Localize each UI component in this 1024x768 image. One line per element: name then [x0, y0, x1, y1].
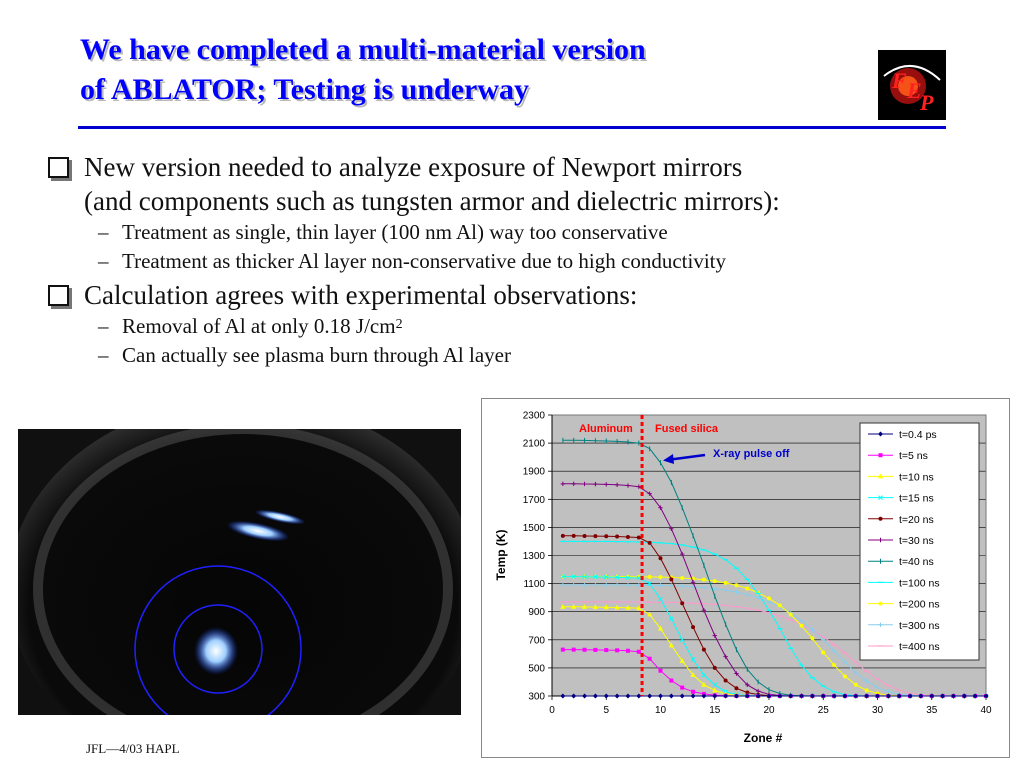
footer-text: JFL—4/03 HAPL — [86, 741, 180, 756]
data-point — [702, 578, 706, 582]
bullet-1-sub-1 — [42, 218, 1002, 247]
data-point — [669, 577, 673, 581]
data-point — [680, 601, 684, 605]
bullet-2-sub-1 — [42, 312, 1002, 341]
data-point — [593, 534, 597, 538]
data-point — [659, 669, 663, 673]
x-tick-label: 0 — [549, 705, 555, 716]
bullet-2 — [42, 278, 1002, 312]
data-point — [724, 581, 728, 585]
data-point — [691, 690, 695, 694]
x-tick-label: 35 — [926, 705, 938, 716]
data-point — [604, 534, 608, 538]
data-point — [648, 575, 652, 579]
bullet-list — [42, 150, 1002, 370]
legend-label: t=300 ns — [899, 619, 940, 632]
bullet-1-sub-2 — [42, 247, 1002, 276]
aluminum-region-label: Aluminum — [579, 423, 633, 435]
bullet-1 — [42, 150, 1002, 218]
svg-text:F: F — [892, 68, 907, 93]
legend-marker — [879, 602, 883, 606]
data-point — [583, 648, 587, 652]
y-tick-label: 1900 — [522, 466, 545, 478]
mirror-photo — [18, 429, 461, 715]
data-point — [680, 576, 684, 580]
bullet-1-line-2: (and components such as tungsten armor and dielectric mirrors): — [84, 186, 780, 216]
bullet-2-sub-1-text: Removal of Al at only 0.18 J/cm — [122, 314, 396, 338]
data-point — [778, 603, 782, 607]
data-point — [810, 636, 814, 640]
y-tick-label: 1500 — [522, 522, 545, 534]
xray-pulse-off-label: X-ray pulse off — [713, 448, 790, 460]
legend-label: t=10 ns — [899, 471, 934, 484]
x-tick-label: 15 — [709, 705, 721, 716]
data-point — [593, 648, 597, 652]
data-point — [713, 666, 717, 670]
x-tick-label: 30 — [871, 705, 884, 716]
y-tick-label: 900 — [528, 607, 545, 619]
y-tick-label: 2100 — [522, 438, 545, 450]
bullet-1-sub-2-text: Treatment as thicker Al layer non-conservative due to high conductivity — [122, 249, 726, 273]
legend-label: t=40 ns — [899, 556, 934, 569]
legend-label: t=400 ns — [899, 641, 940, 653]
data-point — [821, 650, 825, 654]
data-point — [572, 534, 576, 538]
dash-bullet-icon: – — [98, 249, 109, 273]
data-point — [659, 556, 663, 560]
y-tick-label: 2300 — [522, 410, 545, 422]
chart-legend — [860, 423, 979, 660]
legend-label: t=0.4 ps — [899, 429, 937, 441]
data-point — [702, 648, 706, 652]
y-axis-title: Temp (K) — [494, 529, 508, 581]
bullet-2-line-1: Calculation agrees with experimental observations: — [84, 280, 638, 310]
data-point — [626, 535, 630, 539]
x-axis-title: Zone # — [743, 731, 783, 745]
y-tick-label: 1300 — [522, 551, 545, 562]
data-point — [734, 583, 738, 587]
data-point — [734, 686, 738, 690]
data-point — [561, 534, 565, 538]
fused-silica-region-label: Fused silica — [655, 423, 718, 435]
data-point — [745, 587, 749, 591]
x-tick-label: 25 — [817, 705, 829, 716]
x-tick-label: 40 — [980, 705, 992, 716]
data-point — [843, 674, 847, 678]
y-tick-label: 1100 — [523, 579, 545, 591]
temperature-chart — [481, 398, 1010, 758]
data-point — [767, 596, 771, 600]
y-tick-label: 700 — [528, 635, 545, 647]
legend-marker — [879, 517, 883, 521]
dash-bullet-icon: – — [98, 314, 109, 338]
legend-label: t=200 ns — [899, 598, 940, 611]
slide-title — [80, 30, 860, 110]
data-point — [800, 624, 804, 628]
x-tick-label: 10 — [654, 705, 667, 716]
data-point — [615, 648, 619, 652]
dash-bullet-icon: – — [98, 220, 109, 244]
data-point — [648, 657, 652, 661]
data-point — [659, 575, 663, 579]
y-tick-label: 500 — [528, 663, 545, 675]
legend-label: t=30 ns — [899, 535, 934, 547]
data-point — [789, 613, 793, 617]
x-tick-label: 20 — [763, 705, 775, 716]
legend-label: t=100 ns — [899, 577, 940, 590]
data-point — [865, 688, 869, 692]
data-point — [724, 679, 728, 683]
x-tick-label: 5 — [603, 705, 610, 716]
dash-bullet-icon: – — [98, 343, 109, 367]
y-tick-label: 300 — [528, 691, 545, 703]
legend-label: t=5 ns — [899, 450, 928, 463]
data-point — [604, 648, 608, 652]
data-point — [626, 649, 630, 653]
legend-marker — [879, 453, 883, 457]
legend-label: t=20 ns — [899, 513, 934, 526]
slide-title-line-1: We have completed a multi-material version — [80, 33, 646, 66]
title-divider — [78, 126, 946, 129]
svg-text:P: P — [920, 90, 934, 115]
data-point — [680, 686, 684, 690]
bullet-1-line-1: New version needed to analyze exposure of Newport mirrors — [84, 152, 743, 182]
data-point — [832, 663, 836, 667]
data-point — [615, 535, 619, 539]
slide-title-line-2: of ABLATOR; Testing is underway — [80, 73, 529, 106]
checkbox-bullet-icon — [48, 285, 69, 306]
svg-text:E: E — [907, 78, 922, 103]
data-point — [713, 579, 717, 583]
data-point — [561, 648, 565, 652]
data-point — [648, 541, 652, 545]
legend-label: t=15 ns — [899, 492, 934, 505]
bullet-2-sub-1-superscript: 2 — [395, 317, 403, 332]
bullet-1-sub-1-text: Treatment as single, thin layer (100 nm Al) way too conservative — [122, 220, 668, 244]
bullet-2-sub-2-text: Can actually see plasma burn through Al layer — [122, 343, 511, 367]
bullet-2-sub-2 — [42, 341, 1002, 370]
data-point — [572, 648, 576, 652]
fep-logo — [878, 50, 946, 120]
data-point — [691, 625, 695, 629]
data-point — [854, 683, 858, 687]
data-point — [583, 534, 587, 538]
data-point — [669, 679, 673, 683]
y-tick-label: 1700 — [522, 494, 545, 506]
data-point — [637, 650, 641, 654]
checkbox-bullet-icon — [48, 157, 69, 178]
data-point — [637, 536, 641, 540]
